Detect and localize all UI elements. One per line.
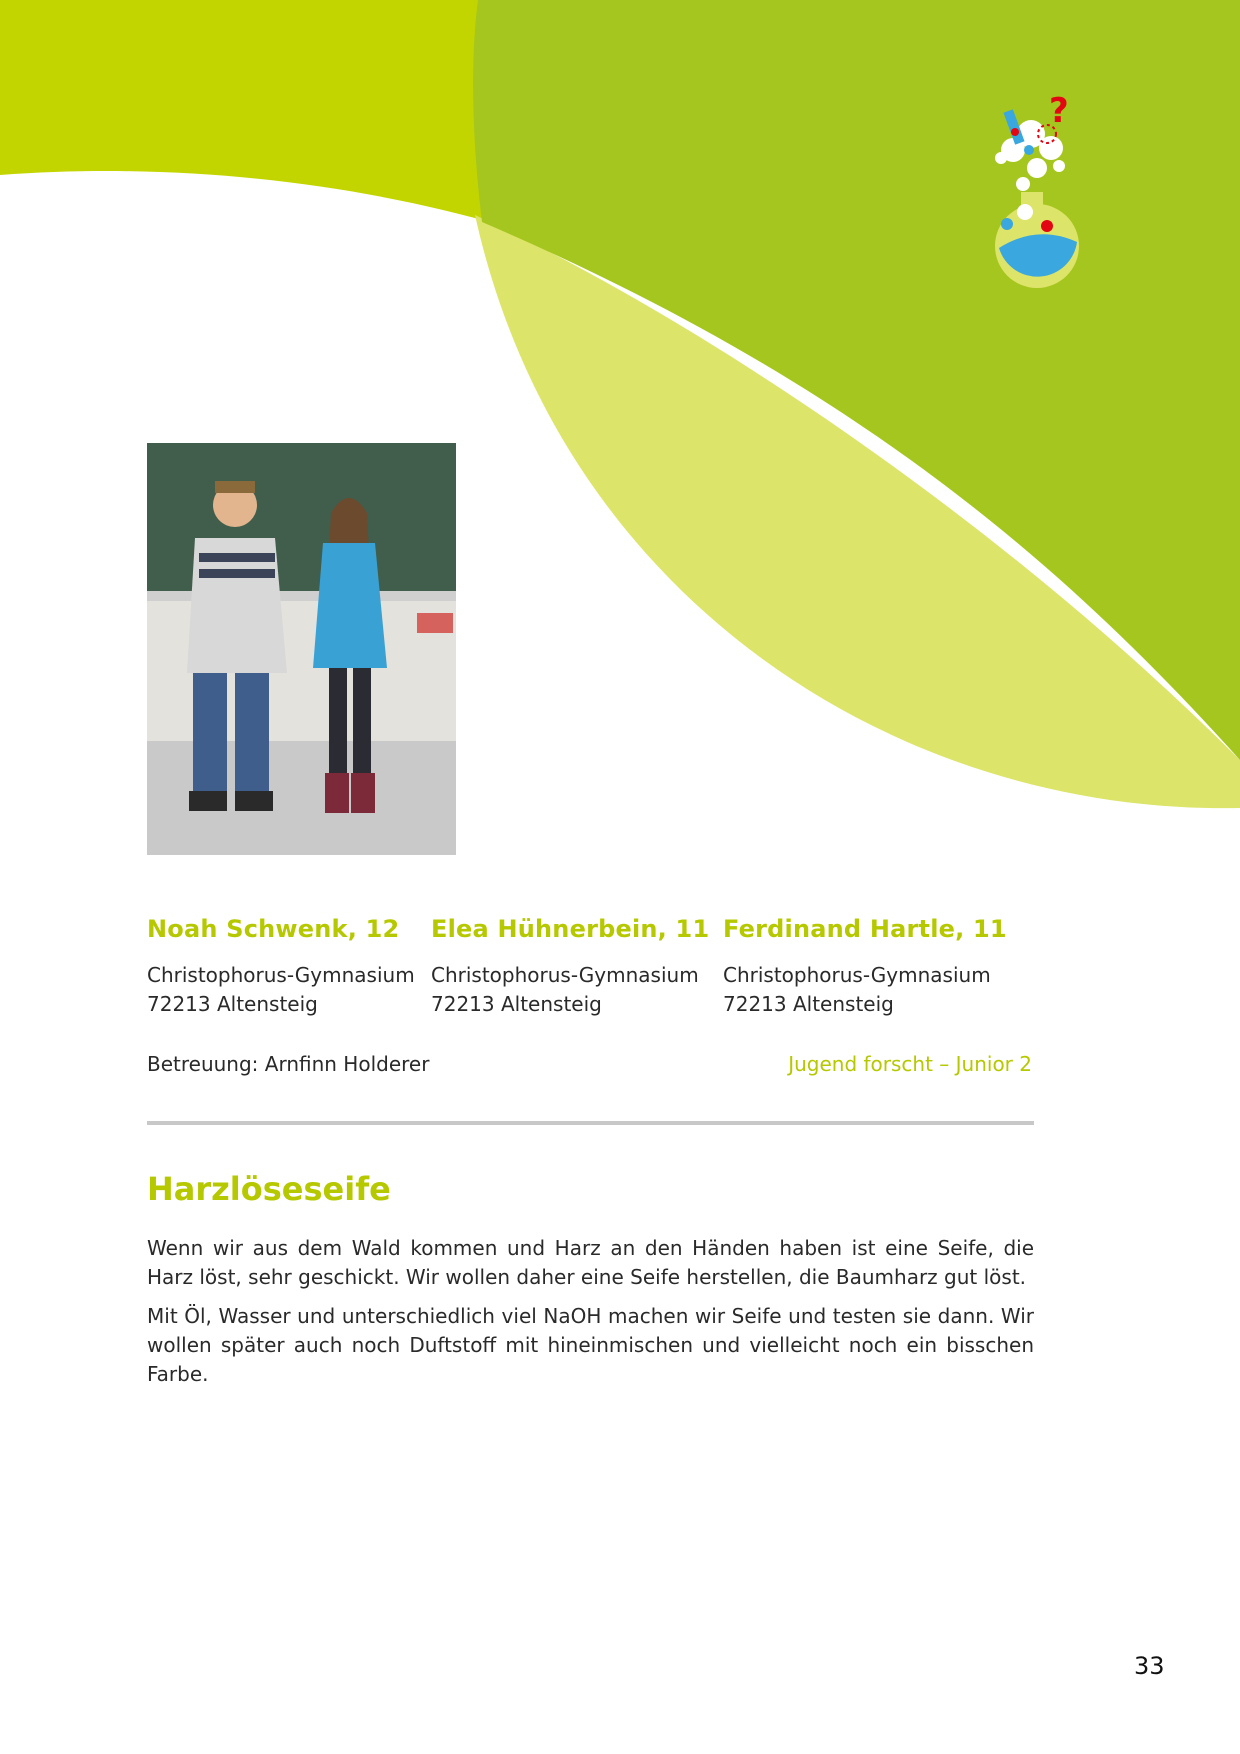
students-photo: [147, 443, 456, 855]
member-2: [431, 915, 709, 1019]
member-1: [147, 915, 415, 1019]
member-city: 72213 Altensteig: [723, 992, 894, 1016]
supervisor-line: Betreuung: Arnfinn Holderer: [147, 1052, 430, 1076]
member-school: Christophorus-Gymnasium: [431, 963, 699, 987]
project-description: [147, 1234, 1034, 1399]
member-name: Ferdinand Hartle, 11: [723, 915, 1007, 943]
member-name: Noah Schwenk, 12: [147, 915, 400, 943]
svg-text:?: ?: [1049, 92, 1069, 131]
top-left-lime-shape: [0, 0, 500, 225]
member-city: 72213 Altensteig: [147, 992, 318, 1016]
page-number: 33: [1134, 1652, 1165, 1680]
flask-icon: [985, 92, 1095, 292]
competition-category: Jugend forscht – Junior 2: [788, 1052, 1032, 1076]
member-school: Christophorus-Gymnasium: [723, 963, 991, 987]
member-3: [723, 915, 1007, 1019]
description-paragraph: Mit Öl, Wasser und unterschiedlich viel NaOH machen wir Seife und testen sie dann. Wir wollen später auch noch Duftstoff mit hineinmischen und vielleicht noch ein bisschen Farbe.: [147, 1304, 1034, 1386]
section-divider: [147, 1121, 1034, 1125]
member-school: Christophorus-Gymnasium: [147, 963, 415, 987]
member-name: Elea Hühnerbein, 11: [431, 915, 710, 943]
description-paragraph: Wenn wir aus dem Wald kommen und Harz an den Händen haben ist eine Seife, die Harz löst, sehr geschickt. Wir wollen daher eine Seife herstellen, die Baumharz gut löst.: [147, 1236, 1034, 1289]
member-city: 72213 Altensteig: [431, 992, 602, 1016]
project-title: Harzlöseseife: [147, 1170, 391, 1208]
